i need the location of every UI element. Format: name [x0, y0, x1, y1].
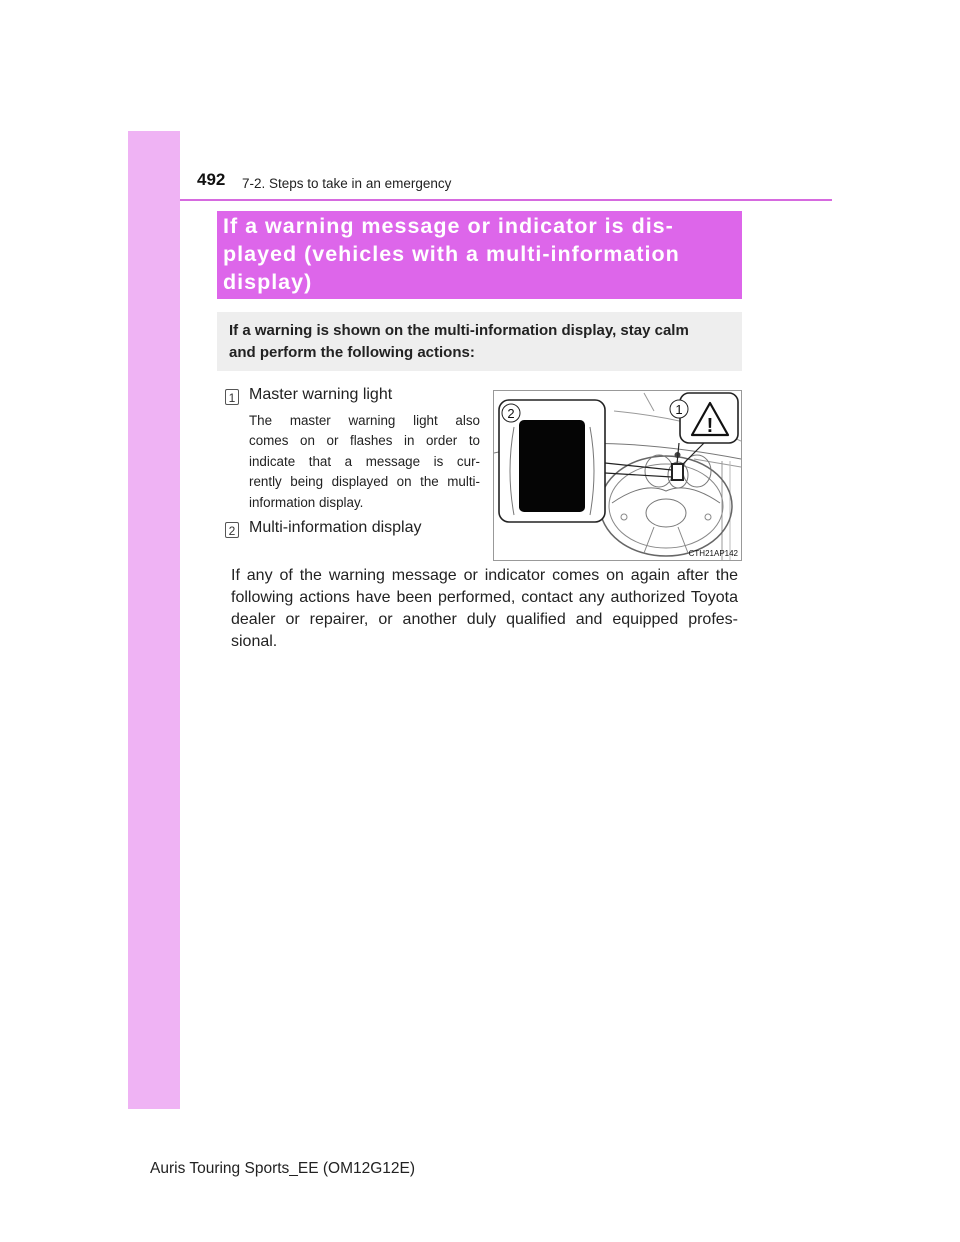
item-2-title: Multi-information display [249, 519, 422, 536]
item-1-number: 1 [225, 389, 239, 405]
item-1-desc-line-3: indicate that a message is cur- [249, 453, 480, 469]
header-rule [180, 199, 832, 201]
section-title: 7-2. Steps to take in an emergency [242, 176, 452, 191]
warning-symbol: ! [706, 415, 714, 437]
figure-callout-2-text: 2 [507, 406, 515, 421]
body-line-2: following actions have been performed, contact any authorized Toyota [231, 589, 738, 606]
figure-callout-1 [670, 400, 688, 418]
item-1-desc-line-1: The master warning light also [249, 413, 480, 428]
body-line-3: dealer or repairer, or another duly qualified and equipped profes- [231, 611, 738, 628]
item-2-number: 2 [225, 522, 239, 538]
intro-line-1: If a warning is shown on the multi-information display, stay calm [229, 322, 689, 339]
figure-callout-1-text: 1 [675, 402, 683, 417]
intro-box [217, 312, 742, 371]
footer-model: Auris Touring Sports_EE (OM12G12E) [150, 1160, 416, 1177]
title-line-1: If a warning message or indicator is dis- [223, 214, 674, 238]
figure-callout-2 [502, 404, 520, 422]
item-1-desc-line-5: information display. [249, 494, 364, 510]
body-paragraph [231, 565, 738, 653]
body-line-1: If any of the warning message or indicator comes on again after the [231, 567, 738, 584]
multi-information-display-screen [519, 420, 585, 512]
dashboard-illustration [493, 390, 742, 561]
item-1-desc-line-4: rently being displayed on the multi- [249, 474, 480, 490]
chapter-sidebar [128, 131, 180, 1109]
page-number: 492 [197, 170, 226, 189]
page-title [217, 211, 742, 299]
body-line-4: sional. [231, 633, 278, 650]
intro-line-2: and perform the following actions: [229, 344, 475, 361]
title-line-3: display) [223, 270, 313, 294]
item-1-title: Master warning light [249, 386, 393, 403]
item-1-description [249, 411, 480, 513]
title-line-2: played (vehicles with a multi-information [223, 242, 680, 266]
steering-wheel-icon [600, 456, 732, 556]
item-1-desc-line-2: comes on or flashes in order to [249, 433, 480, 449]
dashboard-drawing [494, 391, 741, 560]
figure-code: CTH21AP142 [688, 549, 738, 558]
